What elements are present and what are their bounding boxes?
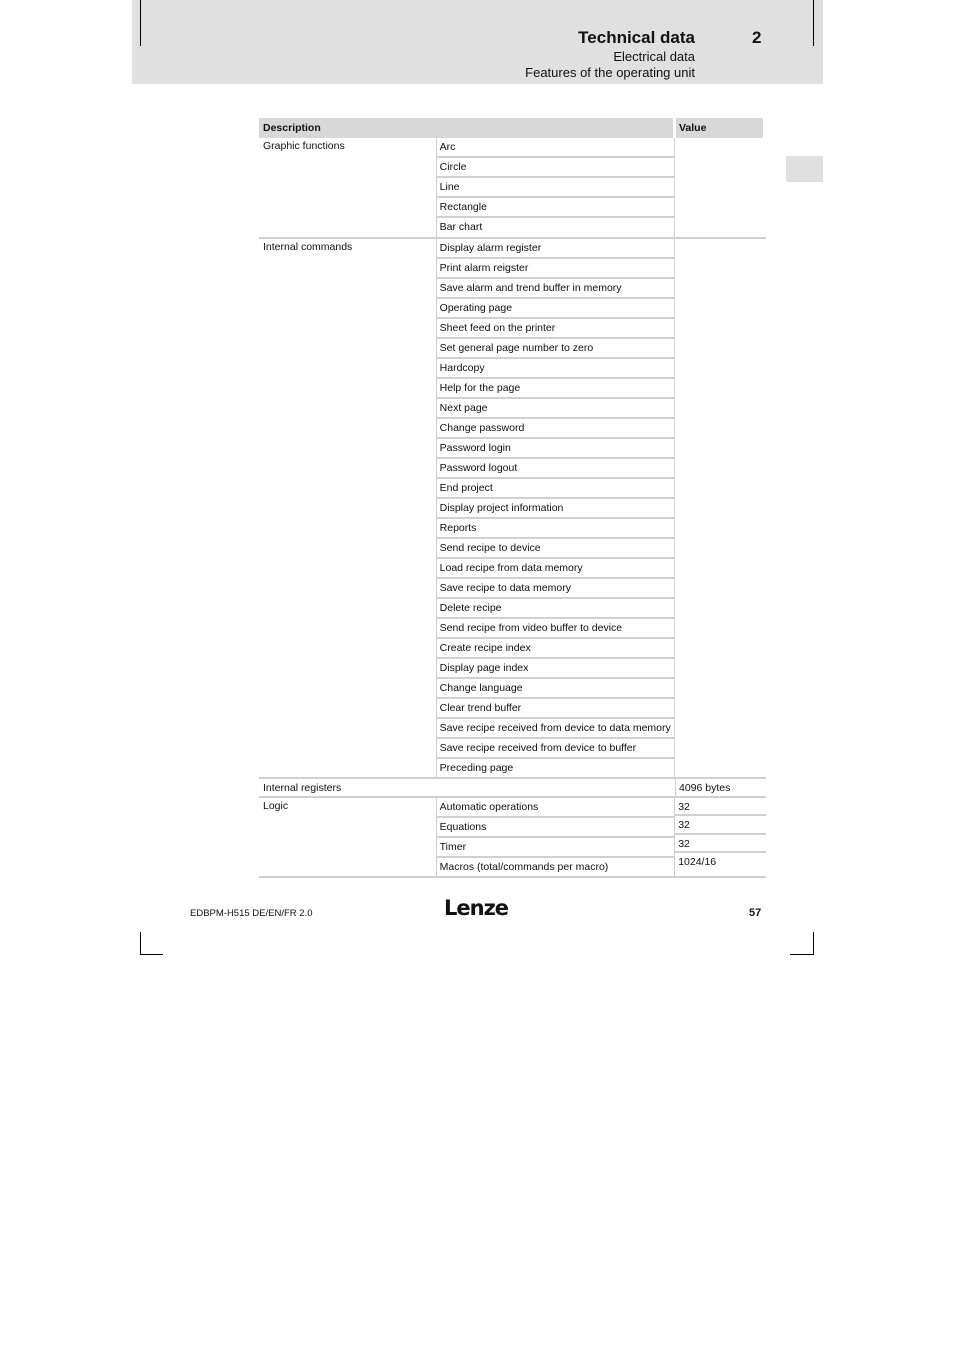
list-item: Set general page number to zero [437, 339, 675, 359]
crop-mark [813, 932, 814, 954]
item-value: 32 [675, 798, 766, 817]
group-label: Internal commands [259, 239, 437, 778]
list-item: Print alarm reigster [437, 259, 675, 279]
group-label: Graphic functions [259, 138, 437, 237]
list-item: Delete recipe [437, 599, 675, 619]
list-item: Arc [437, 138, 675, 158]
internal-registers-row [259, 779, 766, 798]
list-item: Help for the page [437, 379, 675, 399]
list-item: Preceding page [439, 761, 514, 774]
list-item: Reports [437, 519, 675, 539]
list-item: Change password [437, 419, 675, 439]
list-item: Load recipe from data memory [437, 559, 675, 579]
group-items [437, 239, 675, 778]
list-item: Password logout [437, 459, 675, 479]
row-value: 4096 bytes [675, 779, 766, 796]
list-item: Change language [437, 679, 675, 699]
header-band [132, 0, 823, 84]
column-header-value: Value [676, 118, 763, 138]
list-item: Equations [437, 818, 675, 838]
table-header [259, 118, 766, 138]
list-item: End project [437, 479, 675, 499]
page-title: Technical data [578, 28, 695, 47]
list-item: Display page index [437, 659, 675, 679]
group-items [437, 138, 675, 237]
crop-mark [140, 0, 141, 46]
list-item: Send recipe to device [437, 539, 675, 559]
lenze-logo: Lenze [444, 896, 509, 920]
list-item: Send recipe from video buffer to device [437, 619, 675, 639]
list-item: Operating page [437, 299, 675, 319]
chapter-tab [786, 156, 823, 182]
list-item: Display alarm register [437, 239, 675, 259]
item-value: 1024/16 [678, 856, 717, 868]
list-item: Save alarm and trend buffer in memory [437, 279, 675, 299]
features-table [259, 118, 766, 878]
list-item: Save recipe received from device to data memory [437, 719, 675, 739]
list-item: Display project information [437, 499, 675, 519]
list-item: Sheet feed on the printer [437, 319, 675, 339]
crop-mark [140, 932, 141, 954]
row-label: Internal registers [263, 782, 342, 794]
internal-commands-group [259, 239, 766, 780]
crop-mark [813, 0, 814, 46]
document-id: EDBPM-H515 DE/EN/FR 2.0 [190, 908, 313, 919]
list-item: Timer [437, 838, 675, 858]
list-item: Create recipe index [437, 639, 675, 659]
list-item: Rectangle [437, 198, 675, 218]
list-item: Save recipe received from device to buffer [437, 739, 675, 759]
list-item: Hardcopy [437, 359, 675, 379]
list-item: Bar chart [439, 221, 483, 233]
group-values [674, 239, 766, 778]
subsection-subtitle: Features of the operating unit [525, 65, 695, 80]
item-value: 32 [675, 816, 766, 835]
list-item: Circle [437, 158, 675, 178]
list-item: Line [437, 178, 675, 198]
list-item: Automatic operations [437, 798, 675, 818]
item-value: 32 [675, 835, 766, 854]
section-subtitle: Electrical data [613, 49, 695, 64]
chapter-number: 2 [752, 28, 762, 47]
crop-mark [140, 954, 163, 955]
graphic-functions-group [259, 138, 766, 239]
list-item: Macros (total/commands per macro) [439, 860, 609, 873]
logic-group [259, 798, 766, 879]
list-item: Clear trend buffer [437, 699, 675, 719]
list-item: Save recipe to data memory [437, 579, 675, 599]
crop-mark [790, 954, 814, 955]
group-values [674, 798, 766, 877]
page-number: 57 [749, 907, 762, 919]
column-header-description: Description [259, 118, 673, 138]
group-items [437, 798, 675, 877]
group-values [674, 138, 766, 237]
group-label: Logic [259, 798, 437, 877]
list-item: Password login [437, 439, 675, 459]
list-item: Next page [437, 399, 675, 419]
